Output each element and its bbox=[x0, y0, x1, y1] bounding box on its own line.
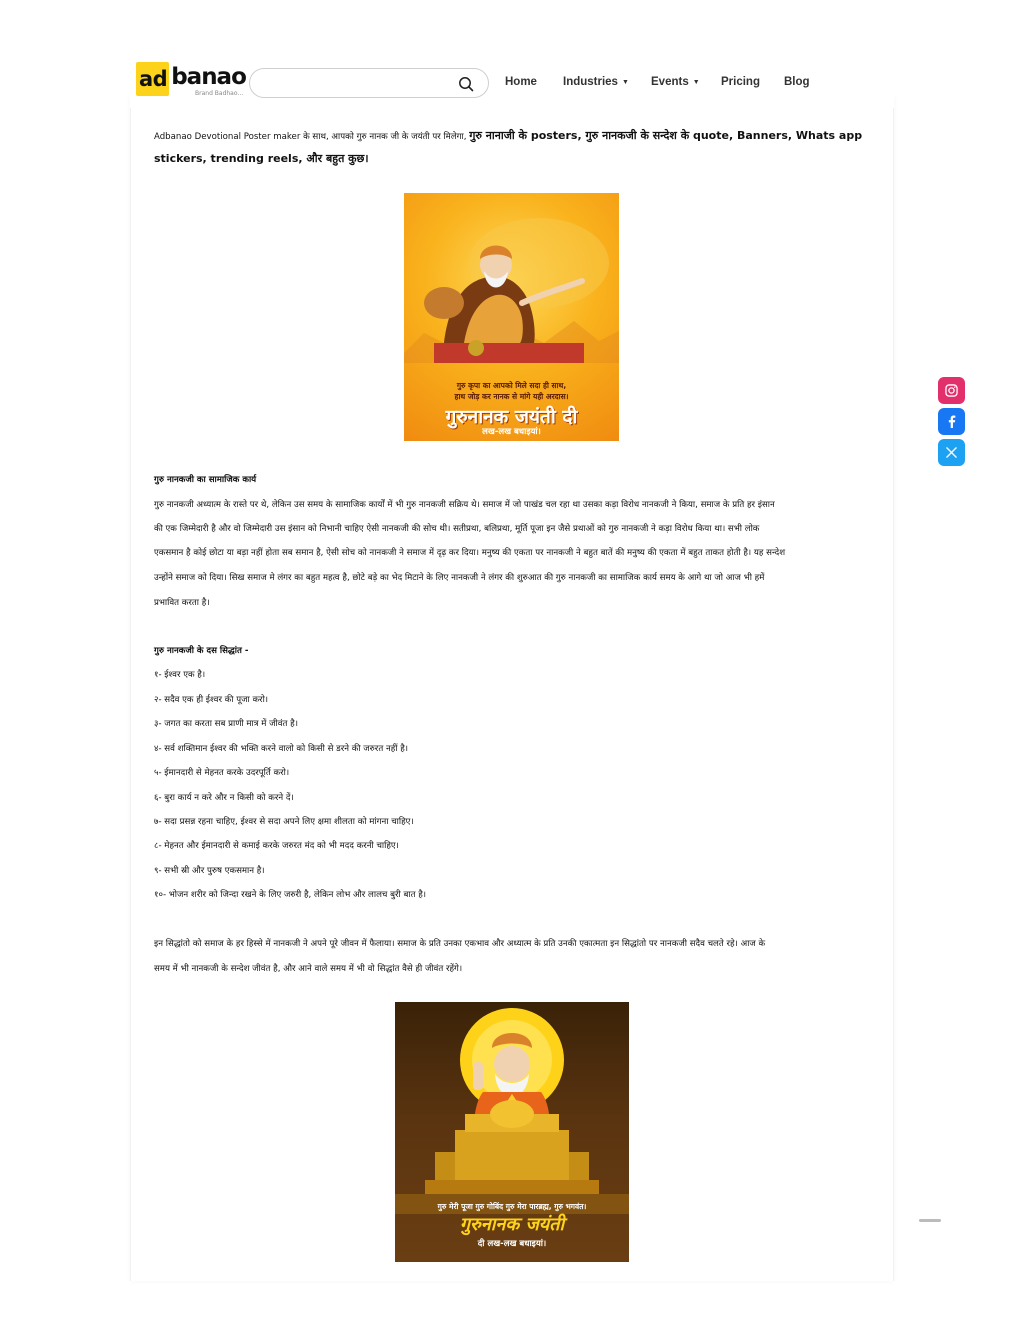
social-work-line: की एक जिम्मेदारी है और वो जिम्मेदारी उस इंसान को निभानी चाहिए ऐसी नानकजी की सोच थी। सतीप्रथा, बलिप्रथा, मूर्ति पूजा इन जैसे प्रथाओं को गुरु नानकजी ने कड़ा विरोध किया था। सभी लोक bbox=[154, 524, 760, 534]
chevron-down-icon: ▼ bbox=[621, 78, 629, 86]
principle-item: ८- मेहनत और ईमानदारी से कमाई करके जरुरत मंद को भी मदद करनी चाहिए। bbox=[154, 841, 399, 851]
principles-heading: गुरु नानकजी के दस सिद्धांत - bbox=[154, 646, 249, 656]
social-work-line: उन्होंने समाज को दिया। सिख समाज मे लंगर का बहुत महत्व है, छोटे बड़े का भेद मिटाने के लिए नानकजी ने लंगर की शुरुआत की गुरु नानकजी का सामाजिक कार्य समय के आगे था जो आज भी हमें bbox=[154, 573, 765, 583]
guru-nanak-poster-1[interactable] bbox=[404, 193, 619, 441]
nav-blog-label: Blog bbox=[784, 76, 810, 88]
intro-bold-text: गुरु नानाजी के posters, गुरु नानकजी के सन्देश के quote, Banners, Whats app bbox=[469, 129, 863, 142]
principle-item: २- सदैव एक ही ईश्वर की पूजा करो। bbox=[154, 695, 269, 705]
principle-item: ७- सदा प्रसन्न रहना चाहिए, ईश्वर से सदा अपने लिए क्षमा शीलता को मांगना चाहिए। bbox=[154, 817, 414, 827]
search-icon[interactable] bbox=[458, 76, 474, 92]
nav-pricing-label: Pricing bbox=[721, 76, 760, 88]
social-work-line: एकसमान है कोई छोटा या बड़ा नहीं होता सब समान है, ऐसी सोच को नानकजी ने समाज में दृढ़ कर दिया। मनुष्य की एकता पर नानकजी ने बहुत बातें की मनुष्य की एकता में बहुत ताकत होती है। यह सन्देश bbox=[154, 548, 786, 558]
poster1-line-1: गुरु कृपा का आपको मिले सदा ही साथ, bbox=[456, 381, 567, 390]
logo-tagline: Brand Badhao... bbox=[195, 90, 244, 97]
instagram-icon bbox=[945, 384, 958, 397]
closing-line: इन सिद्धांतो को समाज के हर हिस्से में नानकजी ने अपने पूरे जीवन में फैलाया। समाज के प्रति उनका एकभाव और अध्यात्म के प्रति उनकी एकात्मता इन सिद्धांतो पर नानकजी सदैव चलते रहे। आज के bbox=[154, 939, 766, 949]
nav-blog[interactable] bbox=[784, 76, 810, 88]
nav-events-label: Events bbox=[651, 76, 689, 88]
intro-plain-text: Adbanao Devotional Poster maker के साथ, आपको गुरु नानक जी के जयंती पर मिलेगा, bbox=[154, 132, 470, 142]
x-icon bbox=[946, 447, 957, 458]
logo-banao-text: banao bbox=[171, 64, 246, 90]
intro-line-2: stickers, trending reels, और बहुत कुछ। bbox=[154, 152, 369, 165]
principle-item: ४- सर्व शक्तिमान ईश्वर की भक्ति करने वालो को किसी से डरने की जरुरत नहीं है। bbox=[154, 744, 409, 754]
poster1-line-2: हाथ जोड़ कर नानक से मांगे यही अरदास। bbox=[454, 392, 569, 401]
instagram-button[interactable] bbox=[938, 377, 965, 404]
poster1-subtitle: लख-लख बधाइयां। bbox=[482, 427, 541, 437]
scroll-indicator[interactable] bbox=[919, 1219, 941, 1222]
principle-item: ६- बुरा कार्य न करे और न किसी को करने दें। bbox=[154, 793, 294, 803]
principle-item: ९- सभी स्री और पुरुष एकसमान है। bbox=[154, 866, 265, 876]
social-work-line: गुरु नानकजी अध्यात्म के रास्ते पर थे, लेकिन उस समय के सामाजिक कार्यों में भी गुरु नानकजी सक्रिय थे। समाज में जो पाखंड चल रहा था उसका कड़ा विरोध नानकजी ने किया, समाज के प्रति हर इंसान bbox=[154, 500, 775, 510]
poster2-title: गुरुनानक जयंती bbox=[459, 1214, 565, 1235]
nav-home[interactable] bbox=[505, 76, 537, 88]
principle-item: ३- जगत का करता सब प्राणी मात्र में जीवंत है। bbox=[154, 719, 298, 729]
closing-line: समय में भी नानकजी के सन्देश जीवंत है, और आने वाले समय में भी वो सिद्धांत वैसे ही जीवंत रहेंगे। bbox=[154, 964, 463, 974]
poster1-title: गुरुनानक जयंती दी bbox=[445, 406, 578, 428]
search-box[interactable] bbox=[249, 68, 489, 98]
nav-pricing[interactable] bbox=[721, 76, 760, 88]
facebook-button[interactable] bbox=[938, 408, 965, 435]
search-input[interactable] bbox=[264, 75, 454, 93]
guru-nanak-poster-2[interactable] bbox=[395, 1002, 629, 1262]
nav-industries[interactable] bbox=[563, 76, 629, 88]
facebook-icon bbox=[946, 415, 958, 428]
poster2-line-1: गुरु मेरी पूजा गुरु गोबिंद गुरु मेरा पारब्रह्म, गुरु भगवंत। bbox=[437, 1202, 587, 1211]
principle-item: १०- भोजन शरीर को जिन्दा रखने के लिए जरुरी है, लेकिन लोभ और लालच बुरी बात है। bbox=[154, 890, 427, 900]
principle-item: ५- ईमानदारी से मेहनत करके उदरपूर्ति करो। bbox=[154, 768, 290, 778]
intro-line-1 bbox=[154, 128, 862, 143]
nav-home-label: Home bbox=[505, 76, 537, 88]
chevron-down-icon: ▼ bbox=[692, 78, 700, 86]
x-twitter-button[interactable] bbox=[938, 439, 965, 466]
poster2-subtitle: दी लख-लख बधाइयां। bbox=[477, 1239, 547, 1249]
social-work-heading: गुरु नानकजी का सामाजिक कार्य bbox=[154, 475, 257, 485]
logo-ad-text: ad bbox=[136, 62, 169, 96]
nav-industries-label: Industries bbox=[563, 76, 618, 88]
principle-item: १- ईश्वर एक है। bbox=[154, 670, 206, 680]
social-work-line: प्रभावित करता है। bbox=[154, 598, 210, 608]
nav-events[interactable] bbox=[651, 76, 700, 88]
